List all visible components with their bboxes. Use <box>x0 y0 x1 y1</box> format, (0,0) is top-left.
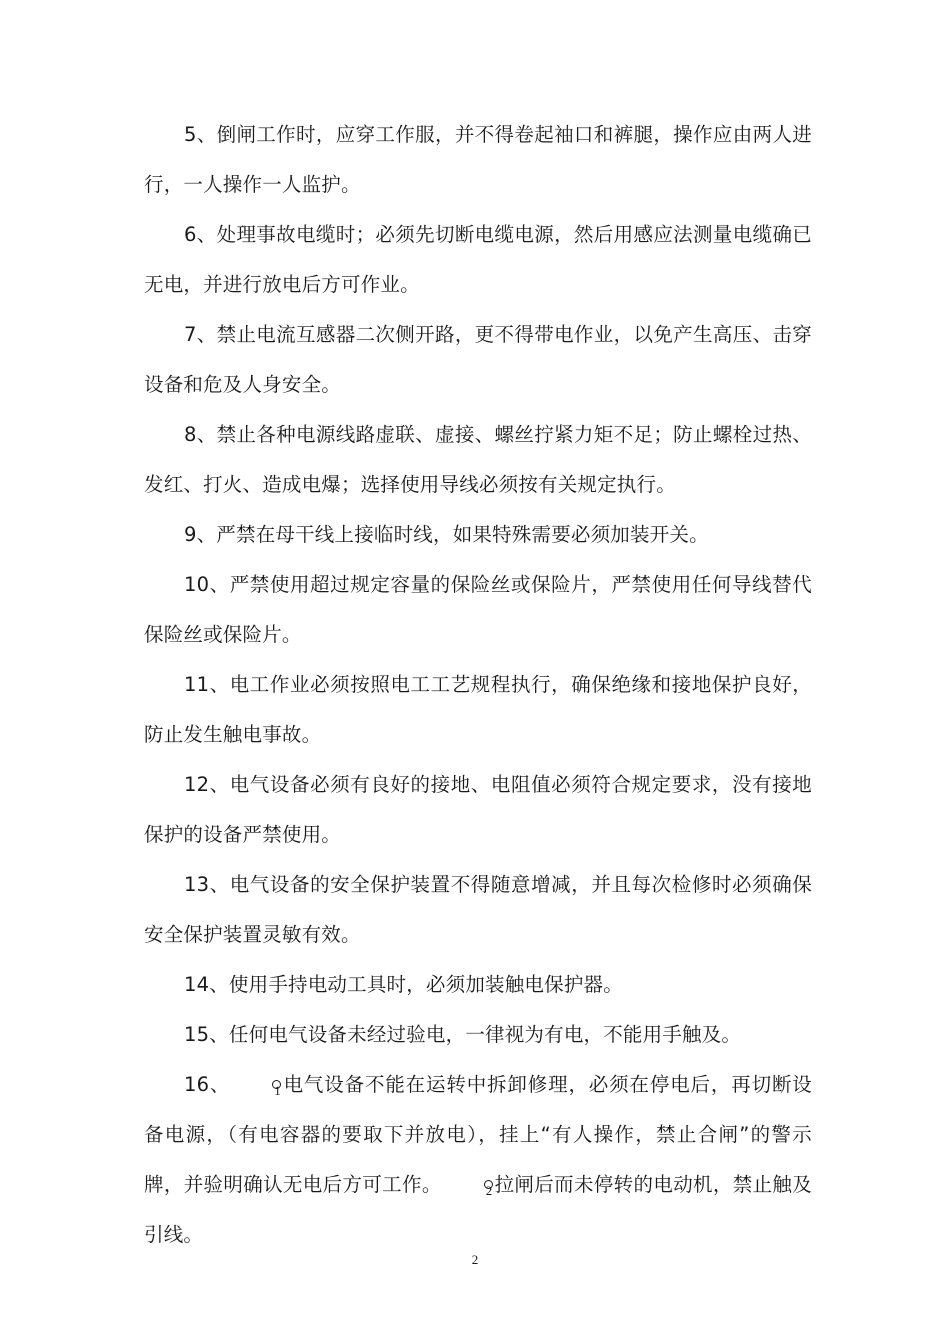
paragraph-12: 12、电气设备必须有良好的接地、电阻值必须符合规定要求，没有接地保护的设备严禁使用。 <box>144 773 812 846</box>
paragraph-13: 13、电气设备的安全保护装置不得随意增减，并且每次检修时必须确保安全保护装置灵敏有效。 <box>144 873 812 946</box>
paragraph-7: 7、禁止电流互感器二次侧开路，更不得带电作业，以免产生高压、击穿设备和危及人身安全。 <box>144 323 812 396</box>
paragraph-9: 9、严禁在母干线上接临时线，如果特殊需要必须加装开关。 <box>184 523 709 546</box>
circled-marker-2: 2 <box>444 1180 493 1197</box>
paragraph-6: 6、处理事故电缆时；必须先切断电缆电源，然后用感应法测量电缆确已无电，并进行放电后方可作业。 <box>144 223 812 296</box>
paragraph-16-prefix: 16、 <box>184 1073 231 1096</box>
paragraph-15: 15、任何电气设备未经过验电，一律视为有电，不能用手触及。 <box>184 1023 742 1046</box>
paragraph-11: 11、电工作业必须按照电工工艺规程执行，确保绝缘和接地保护良好，防止发生触电事故。 <box>144 673 812 746</box>
paragraph-16-text-1: 电气设备不能在运转中拆卸修理，必须在停电后，再切断设备电源，（有电容器的要取下并放电），挂上“有人操作，禁止合闸”的警示牌，并验明确认无电后方可工作。 <box>144 1073 812 1196</box>
page-number: 2 <box>471 1252 479 1267</box>
paragraph-10: 10、严禁使用超过规定容量的保险丝或保险片，严禁使用任何导线替代保险丝或保险片。 <box>144 573 812 646</box>
paragraph-16-text-2: 拉闸后而未停转的电动机，禁止触及引线。 <box>144 1173 812 1246</box>
paragraph-14: 14、使用手持电动工具时，必须加装触电保护器。 <box>184 973 623 996</box>
circled-marker-1: 1 <box>232 1080 281 1097</box>
paragraph-16 <box>144 1060 812 1260</box>
paragraph-8: 8、禁止各种电源线路虚联、虚接、螺丝拧紧力矩不足；防止螺栓过热、发红、打火、造成电爆；选择使用导线必须按有关规定执行。 <box>144 423 812 496</box>
paragraph-5: 5、倒闸工作时，应穿工作服，并不得卷起袖口和裤腿，操作应由两人进行，一人操作一人监护。 <box>144 123 812 196</box>
